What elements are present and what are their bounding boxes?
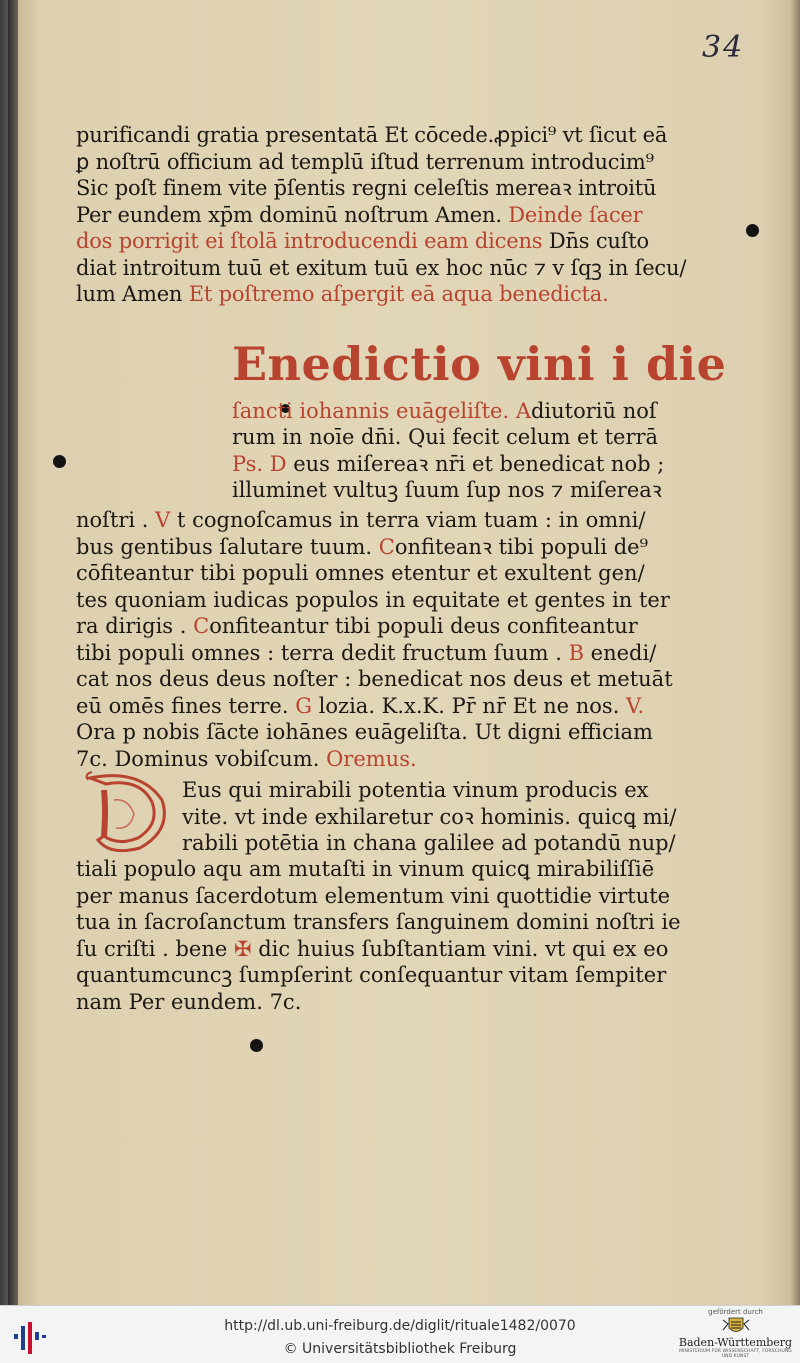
text-run: onfiteantur tibi populi deus confiteantur xyxy=(209,614,638,638)
text-run: vite. vt inde exhilaretur coꝛ hominis. quicꝗ mi/ xyxy=(182,804,677,829)
text-line xyxy=(76,989,666,1016)
text-run: Ora p nobis ſācte iohānes euāgeliſta. Ut digni efficiam xyxy=(76,720,653,744)
rubric-text: V. xyxy=(626,693,645,718)
text-line xyxy=(76,909,681,936)
text-line xyxy=(76,613,666,640)
text-run: onfiteanꝛ tibi populi de⁹ xyxy=(394,534,649,559)
rubric-text: C xyxy=(193,614,210,638)
text-line xyxy=(76,122,666,149)
text-run: cat nos deus deus noſter : benedicat nos deus et metuāt xyxy=(76,667,673,691)
text-run: bus gentibus ſalutare tuum. xyxy=(76,534,379,559)
text-line xyxy=(232,451,665,478)
illuminated-initial-d xyxy=(80,770,172,852)
text-run: diutoriū noſ xyxy=(530,399,657,423)
text-run: Per eundem xp̄m dominū noſtrum Amen. xyxy=(76,202,509,227)
text-run: enedi/ xyxy=(584,640,657,665)
sponsor-block xyxy=(678,1308,793,1362)
text-run: eus miſereaꝛ nr̄i et benedicat nob ; xyxy=(286,451,665,476)
text-run: lozia. K.x.K. Pr̄ nr̄ Et ne nos. xyxy=(311,693,627,718)
text-run: quantumcuncꝫ ſumpſerint conſequantur vitam ſempiter xyxy=(76,963,667,987)
text-run: tes quoniam iudicas populos in equitate et gentes in ter xyxy=(76,587,670,612)
text-run: lum Amen xyxy=(76,282,189,306)
prayer-body xyxy=(76,856,681,1015)
text-run: 7c. Dominus vobiſcum. xyxy=(76,746,320,771)
text-run: ſu criſti . bene xyxy=(76,936,234,961)
text-run: illuminet vultuꝫ ſuum ſup nos ⁊ miſereaꝛ xyxy=(232,478,662,502)
text-line xyxy=(232,424,662,451)
rubric-text: C xyxy=(378,534,395,559)
text-line xyxy=(76,719,666,746)
rubric-text: ſancti iohannis euāgeliſte. xyxy=(232,399,516,423)
text-run: ꝑ noſtrū officium ad templū iſtud terrenum introducim⁹ xyxy=(76,149,654,174)
text-run: rabili potētia in chana galilee ad potandū nup/ xyxy=(182,831,676,855)
text-line xyxy=(232,477,662,504)
text-line xyxy=(76,534,666,561)
text-line xyxy=(76,883,671,910)
rubric-text: dos porrigit ei ſtolā introducendi eam dicens xyxy=(76,229,549,253)
text-line xyxy=(182,804,677,831)
text-run: t cognoſcamus in terra viam tuam : in omni/ xyxy=(170,508,646,532)
psalm-text xyxy=(76,507,673,772)
rubric-text: Et poſtremo aſpergit eā aqua benedicta. xyxy=(188,282,609,306)
text-run: tiali populo aqu am mutaſti in vinum quicꝗ mirabiliſſiē xyxy=(76,857,655,881)
text-run: purificandi gratia presentatā Et cōcede.ꝓpici⁹ vt ſicut eā xyxy=(76,123,668,147)
text-line xyxy=(76,560,666,587)
text-line xyxy=(76,587,670,614)
text-run: noſtri . xyxy=(76,508,156,532)
text-run: cōfiteantur tibi populi omnes etentur et exultent gen/ xyxy=(76,561,645,585)
state-crest-icon xyxy=(678,1316,793,1336)
binding-hole xyxy=(250,1039,263,1052)
text-run: Dn̄s cuſto xyxy=(548,229,649,253)
text-line xyxy=(76,281,666,308)
text-run: tua in ſacroſanctum transfers ſanguinem domini noſtri ie xyxy=(76,910,681,934)
book-gutter xyxy=(8,0,18,1305)
prayer-opening xyxy=(182,777,677,857)
text-line xyxy=(76,746,666,773)
heading-subline xyxy=(232,398,662,425)
text-run: rum in noīe dn̄i. Qui fecit celum et terrā xyxy=(232,425,659,449)
text-line xyxy=(76,962,666,989)
text-line xyxy=(76,856,666,883)
text-run: Sic poſt finem vite p̄ſentis regni celeſtis mereaꝛ introitū xyxy=(76,176,657,200)
rubric-text: V xyxy=(155,508,171,532)
text-line xyxy=(76,936,669,963)
folio-number: 34 xyxy=(702,30,745,65)
text-line xyxy=(182,777,662,804)
text-line xyxy=(76,255,687,282)
text-run: eū omēs fines terre. xyxy=(76,693,296,718)
section-heading: Enedictio vini i die xyxy=(232,337,727,391)
text-run: ra dirigis . xyxy=(76,614,194,638)
rubric-text: G xyxy=(295,693,312,718)
text-run: dic huius ſubſtantiam vini. vt qui ex eo xyxy=(251,936,669,961)
text-run: Eus qui mirabili potentia vinum producis ex xyxy=(182,778,649,802)
text-line xyxy=(76,666,673,693)
indented-lines xyxy=(232,424,665,504)
copyright-notice: © Universitätsbibliothek Freiburg xyxy=(283,1341,517,1357)
text-line xyxy=(76,507,666,534)
sponsor-name: Baden-Württemberg xyxy=(678,1336,793,1349)
text-line xyxy=(76,202,666,229)
rubric-text: Ps. D xyxy=(232,451,287,476)
rubric-text: Deinde ſacer xyxy=(508,202,643,227)
text-run: nam Per eundem. 7c. xyxy=(76,989,302,1014)
text-line xyxy=(76,149,666,176)
text-run: per manus ſacerdotum elementum vini quottidie virtute xyxy=(76,883,671,908)
text-run: diat introitum tuū et exitum tuū ex hoc nūc ⁊ v ſqꝫ in ſecu/ xyxy=(76,255,687,280)
viewer-footer xyxy=(0,1305,800,1363)
rubric-text: A xyxy=(515,399,531,423)
text-line xyxy=(76,228,666,255)
sponsor-ministry: MINISTERIUM FÜR WISSENSCHAFT, FORSCHUNG UND KUNST xyxy=(679,1349,792,1359)
text-line xyxy=(76,175,666,202)
text-line xyxy=(182,830,676,857)
binding-hole xyxy=(53,455,66,468)
rubric-text: Oremus. xyxy=(319,746,417,771)
binding-hole xyxy=(746,224,759,237)
text-run: tibi populi omnes : terra dedit fructum ſuum . xyxy=(76,640,569,665)
rubric-text: ✠ xyxy=(233,936,252,961)
text-line xyxy=(76,693,666,720)
rubric-text: B xyxy=(568,640,584,665)
text-block-top xyxy=(76,122,687,308)
sponsor-label: gefördert durch xyxy=(708,1308,763,1316)
permalink-url[interactable]: http://dl.ub.uni-freiburg.de/diglit/rituale1482/0070 xyxy=(224,1318,576,1334)
text-line xyxy=(76,640,666,667)
